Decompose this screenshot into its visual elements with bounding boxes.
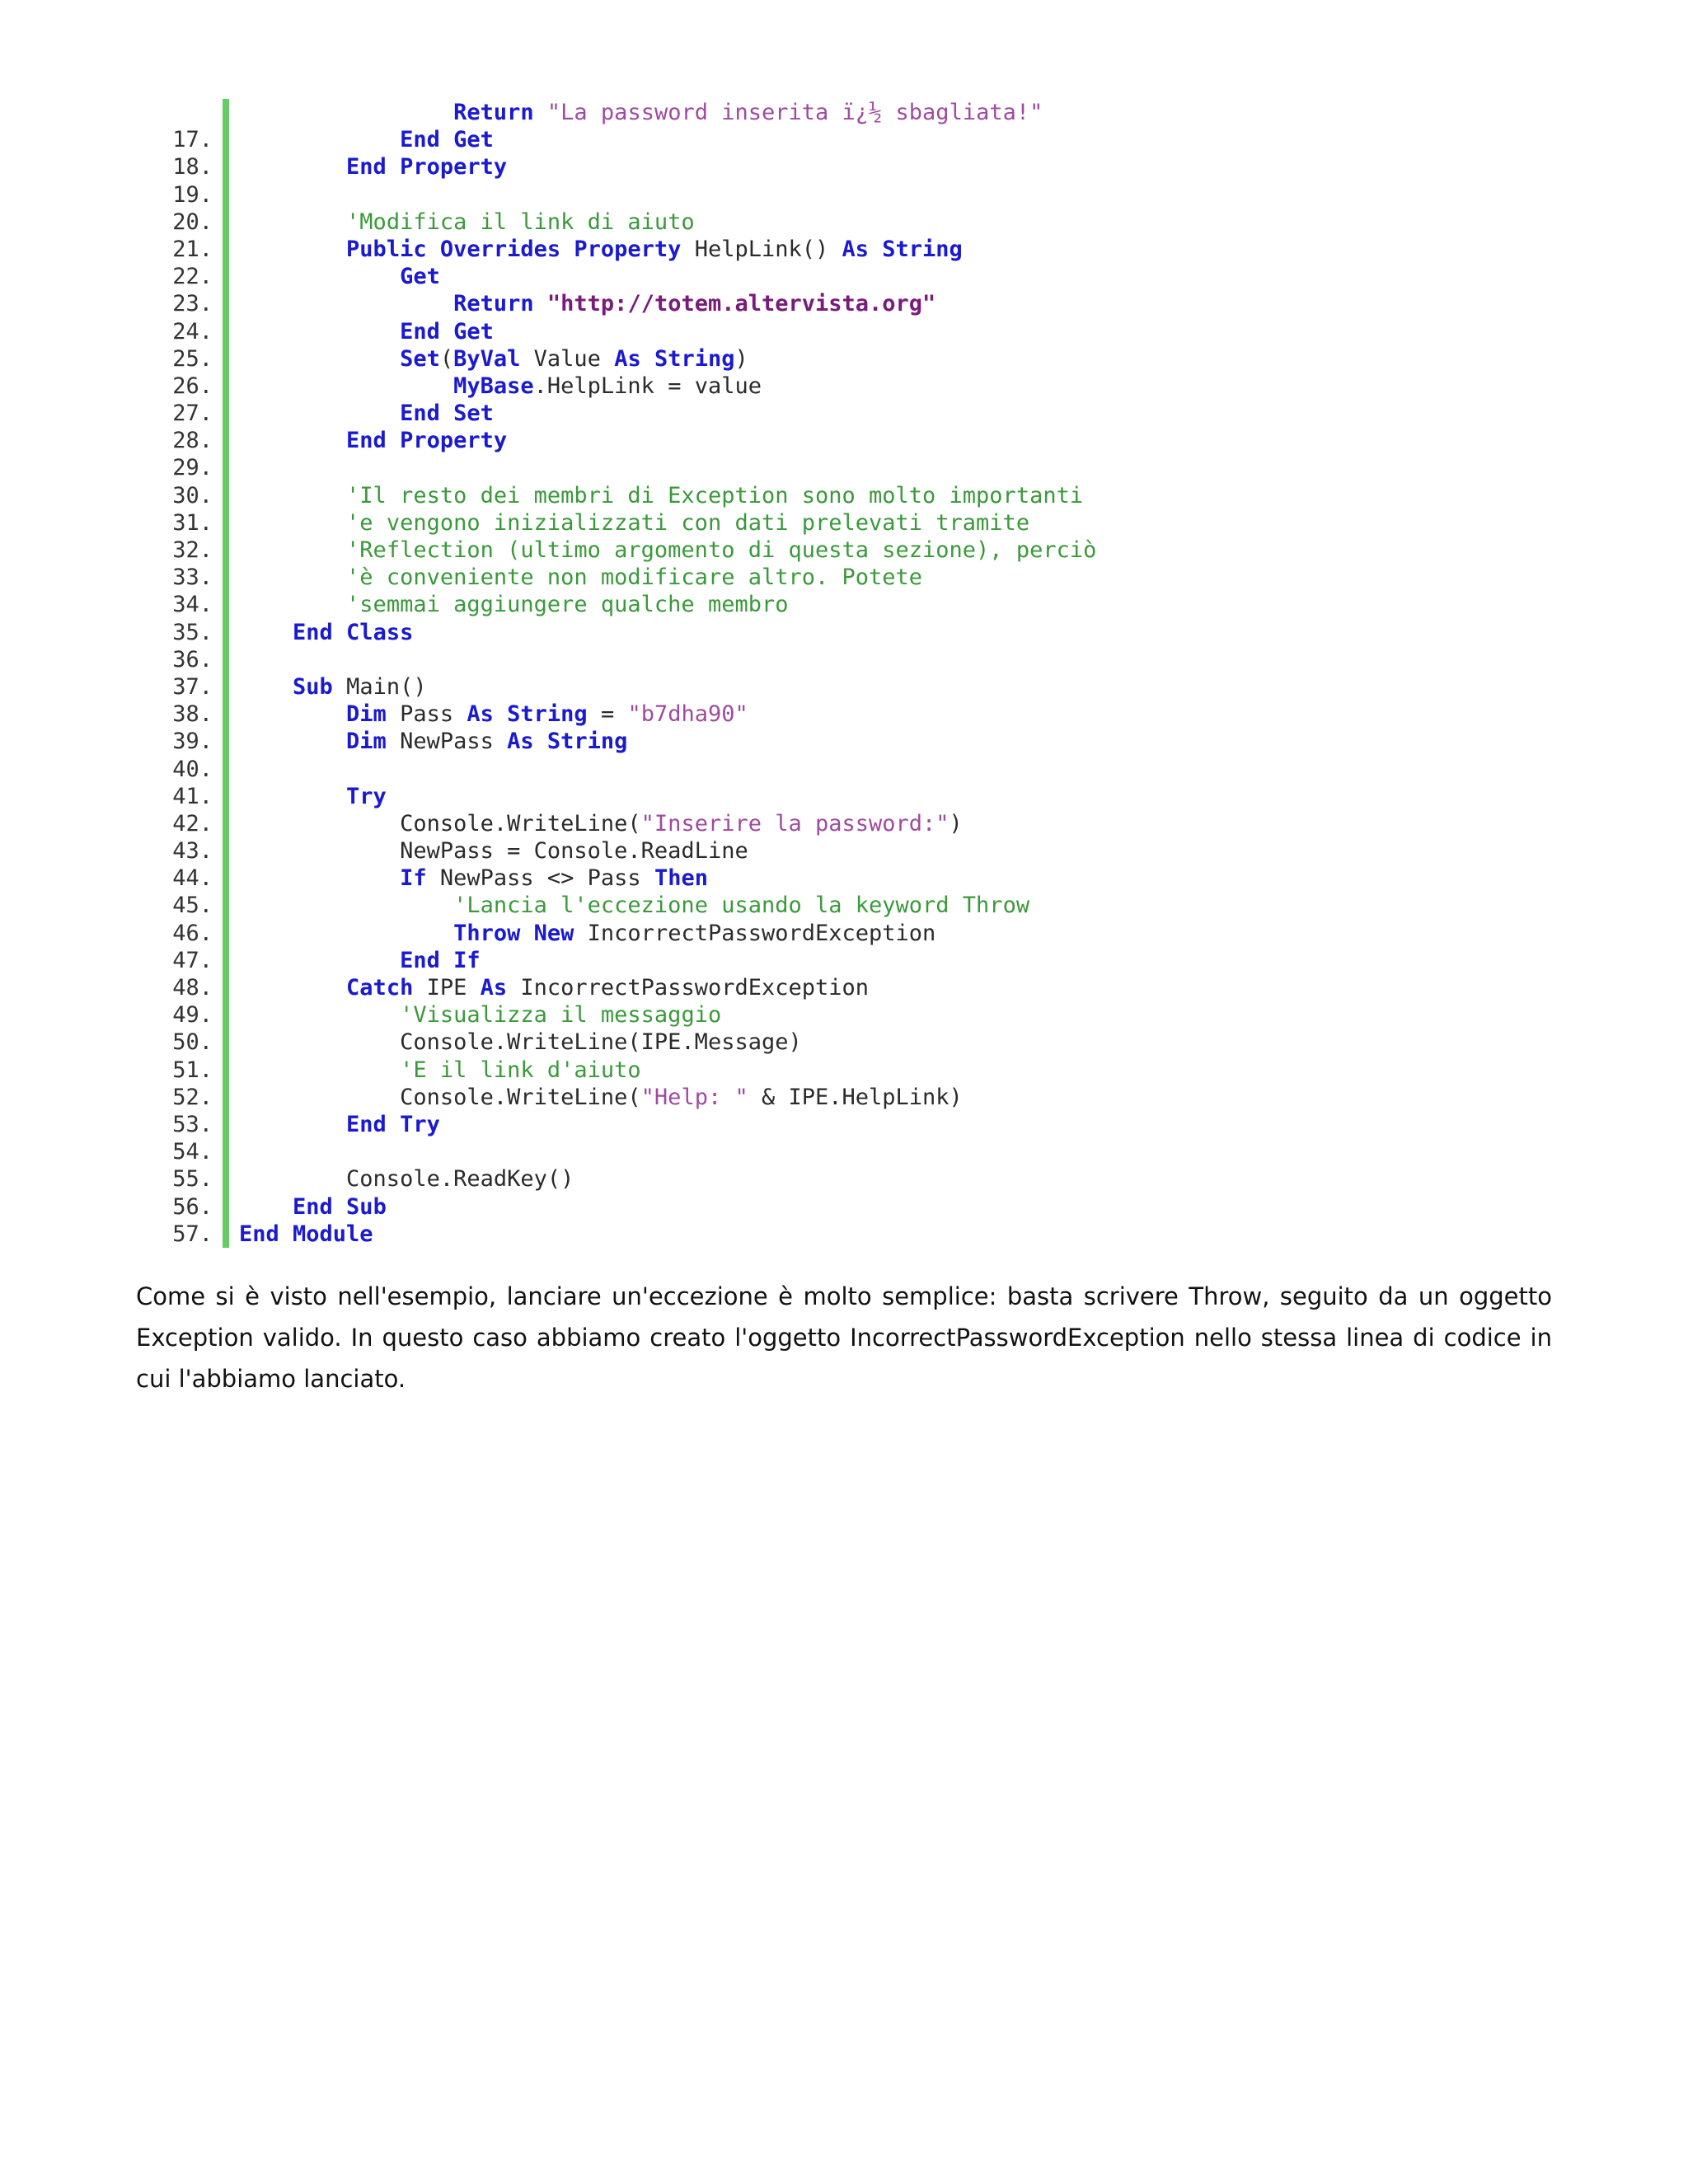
code-line (140, 974, 1591, 1001)
code-token: ) (734, 345, 748, 372)
gutter-bar (223, 728, 229, 755)
line-number: 48. (172, 975, 213, 1001)
keyword-token: Then (654, 865, 708, 892)
line-number: 23. (172, 291, 213, 317)
keyword-token: End Property (346, 428, 508, 454)
comment-token: 'semmai aggiungere qualche membro (346, 592, 789, 618)
line-number: 19. (172, 181, 213, 208)
code-text (229, 1193, 387, 1221)
code-line (140, 263, 1591, 290)
code-text (229, 400, 494, 427)
code-text (229, 263, 440, 290)
keyword-token: Return (453, 100, 534, 125)
code-text (229, 783, 387, 810)
body-paragraph (136, 1276, 1552, 1399)
code-token (239, 264, 400, 289)
string-token: "b7dha90" (627, 701, 748, 728)
keyword-token: End Get (400, 318, 494, 344)
gutter-bar (223, 1138, 229, 1165)
code-line (140, 1138, 1591, 1165)
line-number: 39. (172, 729, 213, 755)
line-number: 51. (172, 1057, 213, 1083)
code-text (229, 290, 935, 317)
code-token: .HelpLink = value (533, 373, 762, 399)
code-text (229, 1084, 963, 1111)
code-token: & IPE.HelpLink) (748, 1084, 963, 1110)
keyword-token: End Sub (293, 1193, 387, 1220)
keyword-token: Sub (293, 673, 333, 700)
code-text (229, 236, 963, 263)
gutter-bar (223, 1001, 229, 1029)
code-line (140, 591, 1591, 618)
code-token (239, 319, 400, 344)
gutter-bar (223, 263, 229, 290)
gutter-bar (223, 974, 229, 1001)
gutter-bar (223, 400, 229, 427)
line-number: 55. (172, 1166, 213, 1193)
code-token (239, 1057, 400, 1083)
code-line (140, 482, 1591, 509)
code-line (140, 1111, 1591, 1138)
line-number: 34. (172, 592, 213, 618)
code-text (229, 318, 494, 345)
gutter-bar (223, 373, 229, 400)
line-number: 22. (172, 264, 213, 290)
code-line (140, 810, 1591, 837)
gutter-bar (223, 1165, 229, 1193)
keyword-token: Catch (346, 975, 414, 1001)
comment-token: 'Il resto dei membri di Exception sono molto importanti (346, 482, 1084, 509)
gutter-bar (223, 756, 229, 783)
code-token (239, 1194, 293, 1220)
string-token: "http://totem.altervista.org" (546, 291, 936, 317)
line-number: 50. (172, 1029, 213, 1056)
line-number: 47. (172, 947, 213, 973)
gutter-bar (223, 892, 229, 919)
code-line (140, 920, 1591, 947)
line-number: 36. (172, 646, 213, 673)
code-line (140, 646, 1591, 673)
code-token (239, 154, 346, 180)
gutter-bar (223, 1193, 229, 1221)
line-number: 37. (172, 673, 213, 700)
code-text (229, 673, 427, 701)
code-line (140, 454, 1591, 481)
gutter-bar (223, 1084, 229, 1111)
keyword-token: If (400, 865, 427, 892)
code-token (239, 674, 293, 700)
keyword-token: Get (400, 264, 440, 290)
code-token (239, 373, 453, 399)
code-text (229, 701, 748, 728)
gutter-bar (223, 947, 229, 974)
code-line (140, 837, 1591, 865)
line-number: 41. (172, 783, 213, 809)
code-token (239, 1002, 400, 1028)
code-token: Main() (332, 673, 427, 700)
code-line (140, 1001, 1591, 1029)
keyword-token: Throw New (453, 920, 574, 946)
code-text (229, 99, 1043, 126)
code-listing (140, 99, 1591, 1248)
code-token: NewPass (386, 729, 508, 755)
line-number: 44. (172, 865, 213, 892)
code-token: NewPass <> Pass (426, 865, 654, 892)
line-number: 38. (172, 701, 213, 728)
gutter-bar (223, 1111, 229, 1138)
comment-token: 'e vengono inizializzati con dati prelevati tramite (346, 509, 1030, 536)
line-number: 24. (172, 318, 213, 344)
code-token: HelpLink() (681, 236, 842, 262)
code-text (229, 1029, 802, 1056)
code-token (239, 237, 346, 262)
line-number: 45. (172, 893, 213, 919)
line-number: 21. (172, 236, 213, 262)
comment-token: 'E il link d'aiuto (400, 1057, 641, 1083)
gutter-bar (223, 126, 229, 153)
comment-token: 'è conveniente non modificare altro. Potete (346, 565, 923, 591)
keyword-token: End Class (293, 619, 414, 645)
line-number: 28. (172, 428, 213, 454)
code-text (229, 537, 1096, 564)
code-text (229, 865, 708, 892)
code-token (239, 428, 346, 453)
gutter-bar (223, 537, 229, 564)
comment-token: 'Reflection (ultimo argomento di questa sezione), perciò (346, 537, 1097, 563)
code-line (140, 701, 1591, 728)
gutter-bar (223, 837, 229, 865)
code-token (239, 701, 346, 727)
line-number: 31. (172, 509, 213, 536)
code-text (229, 920, 935, 947)
gutter-bar (223, 181, 229, 209)
keyword-token: Dim (346, 729, 387, 755)
keyword-token: Public Overrides Property (346, 236, 682, 262)
code-token: Console.WriteLine( (239, 1084, 641, 1110)
gutter-bar (223, 482, 229, 509)
code-line (140, 728, 1591, 755)
keyword-token: As String (842, 236, 963, 262)
code-line (140, 619, 1591, 646)
gutter-bar (223, 591, 229, 618)
code-line (140, 153, 1591, 180)
code-line (140, 209, 1591, 236)
gutter-bar (223, 427, 229, 454)
gutter-bar (223, 701, 229, 728)
code-text (229, 591, 788, 618)
code-token (239, 565, 346, 590)
code-token (239, 921, 453, 946)
code-text (229, 126, 494, 153)
line-number: 49. (172, 1002, 213, 1029)
gutter-bar (223, 290, 229, 317)
keyword-token: End Get (400, 127, 494, 153)
gutter-bar (223, 454, 229, 481)
code-line (140, 290, 1591, 317)
code-line (140, 1057, 1591, 1084)
gutter-bar (223, 564, 229, 591)
code-text (229, 1165, 574, 1193)
keyword-token: Dim (346, 701, 387, 728)
comment-token: 'Visualizza il messaggio (400, 1002, 722, 1029)
line-number: 40. (172, 756, 213, 782)
code-token: ( (439, 345, 454, 372)
code-token (534, 291, 547, 316)
gutter-bar (223, 153, 229, 180)
line-number: 26. (172, 373, 213, 399)
code-line (140, 1221, 1591, 1248)
code-token (239, 510, 346, 536)
code-line (140, 892, 1591, 919)
code-token (239, 865, 400, 891)
code-text (229, 837, 748, 865)
code-text (229, 1001, 721, 1029)
code-text (229, 947, 481, 974)
code-text (229, 619, 413, 646)
code-token (239, 893, 453, 918)
keyword-token: End Module (239, 1221, 373, 1247)
code-line (140, 1029, 1591, 1056)
code-token (239, 537, 346, 563)
code-text (229, 1221, 373, 1248)
code-token: Console.WriteLine(IPE.Message) (239, 1029, 802, 1056)
line-number: 46. (172, 920, 213, 946)
code-text (229, 1111, 440, 1138)
paragraph-text: Come si è visto nell'esempio, lanciare un'eccezione è molto semplice: basta scrivere Throw, seguito da un oggetto Exception valido. In questo caso abbiamo creato l'oggetto IncorrectPasswordException nello stessa linea di codice in cui l'abbiamo lanciato. (136, 1282, 1552, 1393)
line-number: 33. (172, 565, 213, 591)
code-line (140, 783, 1591, 810)
keyword-token: As String (467, 701, 588, 728)
code-text (229, 482, 1083, 509)
keyword-token: As String (507, 729, 628, 755)
line-number: 43. (172, 838, 213, 865)
code-token (239, 1112, 346, 1137)
gutter-bar (223, 1029, 229, 1056)
comment-token: 'Lancia l'eccezione usando la keyword Throw (453, 893, 1030, 919)
line-number: 56. (172, 1193, 213, 1220)
code-token: ) (949, 810, 963, 837)
code-line (140, 318, 1591, 345)
code-line (140, 99, 1591, 126)
code-text (229, 1057, 641, 1084)
line-number: 57. (172, 1221, 213, 1247)
code-text (229, 209, 695, 236)
code-token: Console.WriteLine( (239, 810, 641, 837)
gutter-bar (223, 783, 229, 810)
code-line (140, 400, 1591, 427)
code-text (229, 373, 762, 400)
code-token: IPE (413, 975, 481, 1001)
string-token: "La password inserita ï¿½ sbagliata!" (546, 100, 1043, 125)
code-token (239, 401, 400, 426)
code-token (239, 209, 346, 235)
code-line (140, 947, 1591, 974)
keyword-token: Try (346, 783, 387, 809)
line-number: 18. (172, 154, 213, 180)
keyword-token: As (480, 975, 508, 1001)
code-token: Console.ReadKey() (239, 1166, 574, 1193)
code-text (229, 564, 922, 591)
code-token: NewPass = Console.ReadLine (239, 838, 748, 865)
code-token: IncorrectPasswordException (574, 920, 936, 946)
code-line (140, 1165, 1591, 1193)
code-line (140, 236, 1591, 263)
gutter-bar (223, 318, 229, 345)
gutter-bar (223, 236, 229, 263)
code-line (140, 181, 1591, 209)
keyword-token: As String (614, 345, 735, 372)
code-text (229, 974, 869, 1001)
code-token (239, 127, 400, 152)
code-line (140, 373, 1591, 400)
code-line (140, 756, 1591, 783)
code-text (229, 153, 507, 180)
gutter-bar (223, 810, 229, 837)
code-token (239, 948, 400, 973)
code-text (229, 509, 1029, 537)
gutter-bar (223, 673, 229, 701)
code-line (140, 673, 1591, 701)
gutter-bar (223, 99, 229, 126)
keyword-token: ByVal (453, 345, 521, 372)
code-token (239, 291, 453, 316)
keyword-token: End Try (346, 1111, 440, 1137)
code-token (239, 975, 346, 1001)
line-number: 53. (172, 1111, 213, 1137)
code-line (140, 509, 1591, 537)
gutter-bar (223, 865, 229, 892)
code-token (239, 620, 293, 645)
code-token (239, 346, 400, 372)
line-number: 20. (172, 209, 213, 235)
code-line (140, 537, 1591, 564)
code-line (140, 1084, 1591, 1111)
code-line (140, 564, 1591, 591)
code-text (229, 892, 1029, 919)
gutter-bar (223, 619, 229, 646)
gutter-bar (223, 1057, 229, 1084)
code-token (239, 592, 346, 617)
code-token (239, 729, 346, 754)
line-number: 30. (172, 482, 213, 509)
code-text (229, 728, 627, 755)
gutter-bar (223, 209, 229, 236)
gutter-bar (223, 509, 229, 537)
line-number: 32. (172, 537, 213, 563)
line-number: 25. (172, 345, 213, 372)
string-token: "Help: " (640, 1084, 748, 1110)
code-token (239, 784, 346, 809)
keyword-token: End If (400, 947, 481, 973)
line-number: 17. (172, 127, 213, 153)
code-line (140, 1193, 1591, 1221)
gutter-bar (223, 646, 229, 673)
comment-token: 'Modifica il link di aiuto (346, 209, 695, 235)
line-number: 27. (172, 401, 213, 427)
string-token: "Inserire la password:" (640, 810, 950, 837)
code-token: IncorrectPasswordException (507, 975, 870, 1001)
keyword-token: Return (453, 291, 534, 317)
keyword-token: End Property (346, 154, 508, 180)
gutter-bar (223, 920, 229, 947)
line-number: 29. (172, 455, 213, 481)
code-text (229, 810, 963, 837)
code-line (140, 427, 1591, 454)
line-number: 35. (172, 619, 213, 645)
code-token: Value (520, 345, 615, 372)
code-text (229, 345, 748, 373)
line-number: 42. (172, 810, 213, 837)
code-token: = (587, 701, 628, 728)
gutter-bar (223, 345, 229, 373)
code-text (229, 427, 507, 454)
code-token (534, 100, 547, 125)
keyword-token: MyBase (453, 373, 534, 399)
gutter-bar (223, 1221, 229, 1248)
code-line (140, 126, 1591, 153)
code-line (140, 345, 1591, 373)
line-number: 54. (172, 1139, 213, 1165)
keyword-token: End Set (400, 401, 494, 427)
line-number: 52. (172, 1084, 213, 1110)
code-token (239, 483, 346, 509)
code-token: Pass (386, 701, 467, 728)
keyword-token: Set (400, 345, 440, 372)
code-token (239, 100, 453, 125)
code-line (140, 865, 1591, 892)
